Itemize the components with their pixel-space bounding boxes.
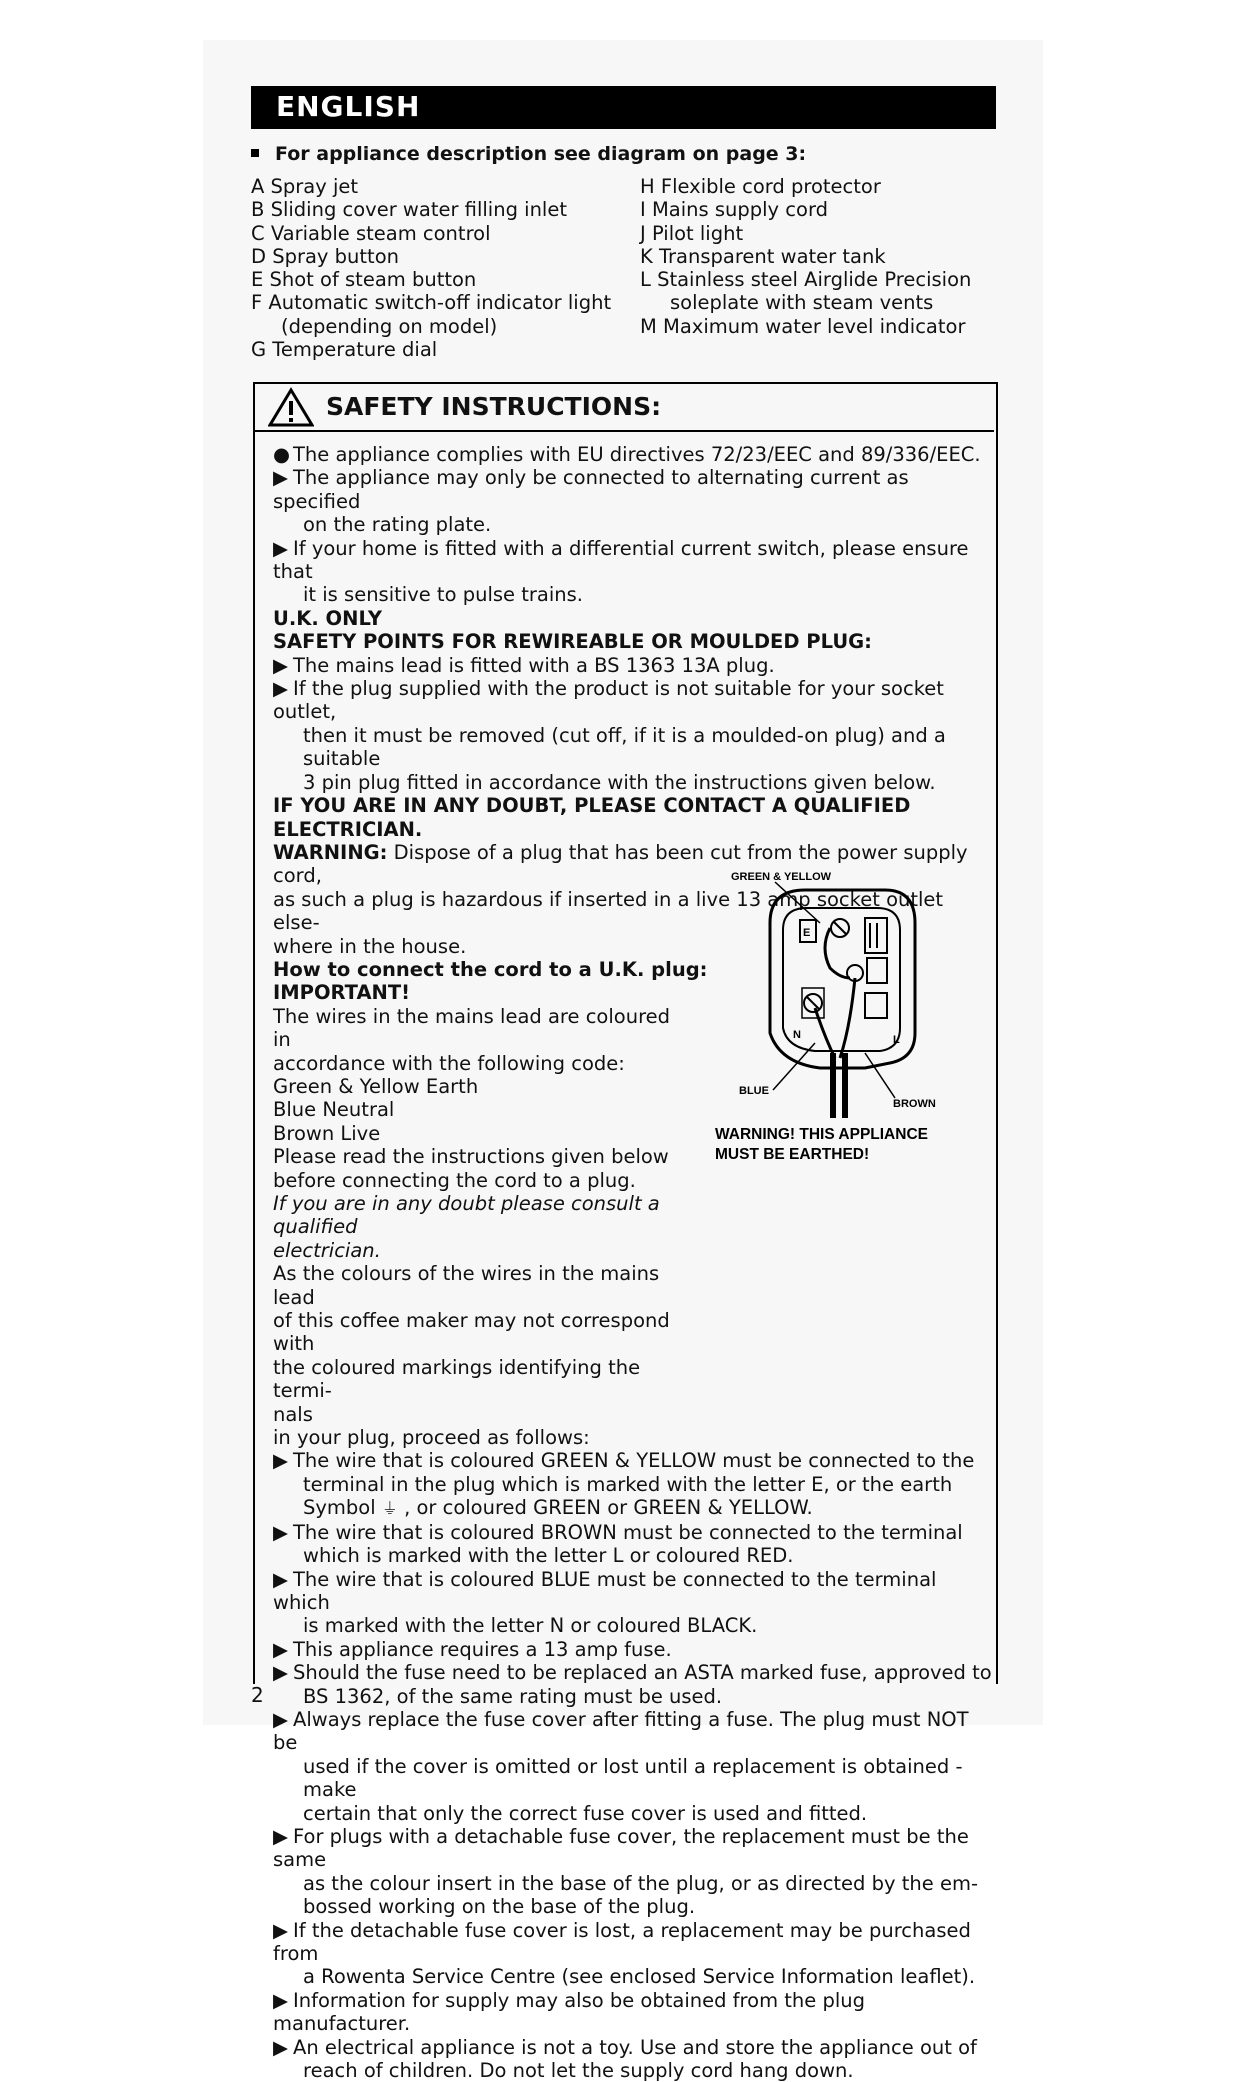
triangle-bullet-icon: ▶ <box>273 677 288 701</box>
triangle-bullet-icon: ▶ <box>273 1520 288 1544</box>
text-line: bossed working on the base of the plug. <box>303 1895 696 1919</box>
text-line: reach of children. Do not let the supply cord hang down. <box>303 2059 854 2082</box>
text-line: If the plug supplied with the product is not suitable for your socket outlet, <box>273 677 944 724</box>
triangle-bullet-icon: ▶ <box>273 1567 288 1591</box>
text-line: The appliance may only be connected to alternating current as specified <box>273 466 909 513</box>
text-line: The appliance complies with EU directives 72/23/EEC and 89/336/EEC. <box>293 443 981 466</box>
header-title: ENGLISH <box>276 90 421 123</box>
safety-points-heading: SAFETY POINTS FOR REWIREABLE OR MOULDED PLUG: <box>273 630 872 654</box>
circle-bullet-icon: ● <box>273 443 291 466</box>
text-line: The mains lead is fitted with a BS 1363 13A plug. <box>293 653 775 677</box>
triangle-bullet-icon: ▶ <box>273 536 288 560</box>
text-line: as the colour insert in the base of the plug, or as directed by the em- <box>303 1871 978 1895</box>
text-line: in your plug, proceed as follows: <box>273 1426 590 1450</box>
text-line: Always replace the fuse cover after fitting a fuse. The plug must NOT be <box>273 1707 969 1755</box>
blue-label: BLUE <box>739 1085 769 1097</box>
text-line: of this coffee maker may not correspond with <box>273 1309 670 1356</box>
doubt-notice: ELECTRICIAN. <box>273 817 423 841</box>
triangle-bullet-icon: ▶ <box>273 1707 288 1731</box>
terminal-e-label: E <box>803 927 811 939</box>
square-bullet-icon <box>251 149 259 157</box>
text-line: Symbol <box>303 1496 376 1520</box>
list-item: (depending on model) <box>281 314 498 338</box>
text-line: This appliance requires a 13 amp fuse. <box>293 1637 672 1661</box>
text-line: Information for supply may also be obtained from the plug manufacturer. <box>273 1988 865 2036</box>
text-line: a Rowenta Service Centre (see enclosed Service Information leaflet). <box>303 1965 976 1989</box>
text-line: , or coloured GREEN or GREEN & YELLOW. <box>404 1496 813 1520</box>
warning-label: WARNING: <box>273 840 388 864</box>
parts-list-right <box>640 175 1000 338</box>
text-line: Brown Live <box>273 1121 381 1145</box>
text-line: Dispose of a plug that has been cut from the power supply cord, <box>273 840 968 888</box>
plug-wiring-diagram <box>715 868 975 1168</box>
triangle-bullet-icon: ▶ <box>273 1449 288 1473</box>
text-line: it is sensitive to pulse trains. <box>303 583 583 607</box>
list-item: J Pilot light <box>640 221 744 245</box>
list-item: M Maximum water level indicator <box>640 314 966 338</box>
page-number: 2 <box>251 1683 264 1707</box>
text-line: The wire that is coloured BROWN must be connected to the terminal <box>293 1520 963 1544</box>
text-line: If your home is fitted with a differential current switch, please ensure that <box>273 536 969 584</box>
list-item: H Flexible cord protector <box>640 175 881 198</box>
intro-text: For appliance description see diagram on page 3: <box>275 143 807 165</box>
list-item: I Mains supply cord <box>640 198 828 222</box>
text-line: The wire that is coloured GREEN & YELLOW must be connected to the <box>293 1449 975 1473</box>
text-line: certain that only the correct fuse cover is used and fitted. <box>303 1801 868 1825</box>
text-line: on the rating plate. <box>303 513 492 537</box>
triangle-bullet-icon: ▶ <box>273 1824 288 1848</box>
text-line: Green & Yellow Earth <box>273 1074 479 1098</box>
triangle-bullet-icon: ▶ <box>273 2035 288 2059</box>
list-item: E Shot of steam button <box>251 268 477 292</box>
text-line: electrician. <box>273 1238 381 1262</box>
text-line: If you are in any doubt please consult a qualified <box>273 1192 660 1239</box>
earthed-warning: MUST BE EARTHED! <box>715 1146 870 1163</box>
text-line: is marked with the letter N or coloured BLACK. <box>303 1614 758 1638</box>
text-line: where in the house. <box>273 934 467 958</box>
green-yellow-label: GREEN & YELLOW <box>731 871 832 883</box>
text-line: as such a plug is hazardous if inserted in a live 13 amp socket outlet else- <box>273 887 944 935</box>
safety-body <box>273 443 993 2082</box>
list-item: A Spray jet <box>251 175 359 198</box>
text-line: accordance with the following code: <box>273 1051 625 1075</box>
text-line: Should the fuse need to be replaced an ASTA marked fuse, approved to <box>293 1661 992 1685</box>
uk-only-heading: U.K. ONLY <box>273 606 382 630</box>
triangle-bullet-icon: ▶ <box>273 1661 288 1685</box>
text-line: before connecting the cord to a plug. <box>273 1168 636 1192</box>
text-line: Blue Neutral <box>273 1098 395 1122</box>
text-line: As the colours of the wires in the mains lead <box>273 1262 660 1309</box>
list-item: B Sliding cover water filling inlet <box>251 198 567 222</box>
triangle-bullet-icon: ▶ <box>273 1918 288 1942</box>
list-item: soleplate with steam vents <box>670 291 934 315</box>
safety-heading <box>253 382 994 432</box>
list-item: K Transparent water tank <box>640 244 886 268</box>
triangle-bullet-icon: ▶ <box>273 1637 288 1661</box>
list-item: L Stainless steel Airglide Precision <box>640 268 972 292</box>
text-line: Please read the instructions given below <box>273 1145 669 1169</box>
intro-line <box>251 143 806 165</box>
terminal-l-label: L <box>893 1034 900 1046</box>
triangle-bullet-icon: ▶ <box>273 466 288 490</box>
text-line: If the detachable fuse cover is lost, a replacement may be purchased from <box>273 1918 971 1965</box>
parts-list-left <box>251 175 631 361</box>
text-line: The wires in the mains lead are coloured in <box>273 1004 671 1052</box>
earth-symbol-icon: ⏚ <box>381 1499 398 1519</box>
list-item: F Automatic switch-off indicator light <box>251 291 612 315</box>
list-item: G Temperature dial <box>251 338 438 362</box>
list-item: C Variable steam control <box>251 221 491 245</box>
text-line: the coloured markings identifying the termi- <box>273 1355 641 1403</box>
text-line: terminal in the plug which is marked with the letter E, or the earth <box>303 1472 953 1496</box>
important-heading: IMPORTANT! <box>273 981 411 1005</box>
doubt-notice: IF YOU ARE IN ANY DOUBT, PLEASE CONTACT A QUALIFIED <box>273 794 911 818</box>
text-line: then it must be removed (cut off, if it is a moulded-on plug) and a suitable <box>303 723 946 771</box>
text-line: which is marked with the letter L or coloured RED. <box>303 1544 794 1568</box>
triangle-bullet-icon: ▶ <box>273 1988 288 2012</box>
text-line: 3 pin plug fitted in accordance with the instructions given below. <box>303 770 936 794</box>
brown-label: BROWN <box>893 1098 936 1110</box>
language-header <box>251 86 996 129</box>
text-line: For plugs with a detachable fuse cover, the replacement must be the same <box>273 1824 969 1872</box>
text-line: used if the cover is omitted or lost until a replacement is obtained - make <box>303 1754 963 1802</box>
how-to-heading: How to connect the cord to a U.K. plug: <box>273 957 708 981</box>
terminal-n-label: N <box>793 1029 801 1041</box>
safety-title: SAFETY INSTRUCTIONS: <box>326 392 662 421</box>
text-line: The wire that is coloured BLUE must be connected to the terminal which <box>273 1567 937 1614</box>
earthed-warning: WARNING! THIS APPLIANCE <box>715 1126 928 1143</box>
triangle-bullet-icon: ▶ <box>273 653 288 677</box>
text-line: BS 1362, of the same rating must be used. <box>303 1684 723 1708</box>
text-line: An electrical appliance is not a toy. Use and store the appliance out of <box>293 2035 977 2059</box>
warning-triangle-icon <box>268 387 314 427</box>
text-line: nals <box>273 1402 313 1426</box>
list-item: D Spray button <box>251 244 399 268</box>
